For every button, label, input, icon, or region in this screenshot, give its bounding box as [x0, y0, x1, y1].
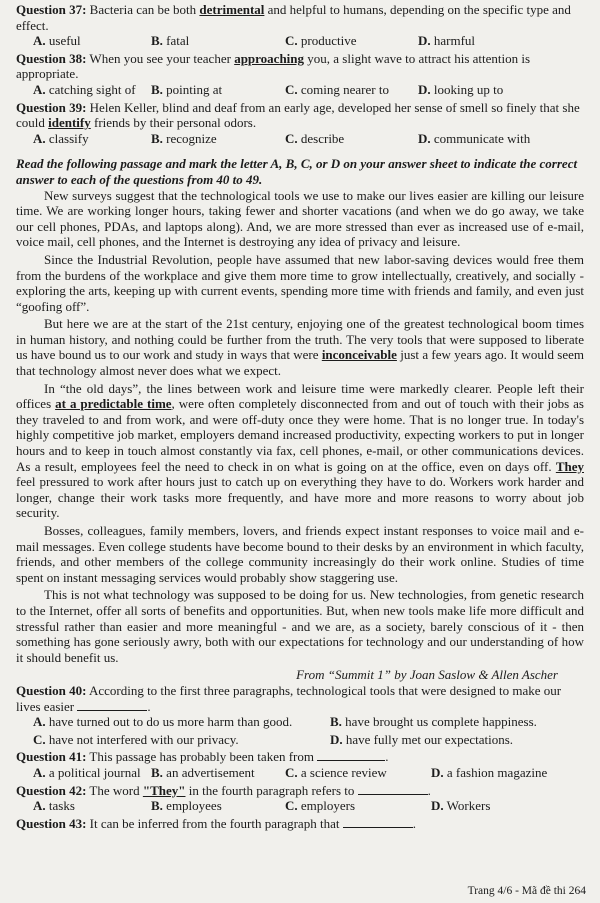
passage-paragraph-1: New surveys suggest that the technological tools we use to make our lives easier are killing our leisure time. We are working longer hours, taking fewer and shorter vacations (and when we do go away, we take our cell phones, PDAs, and laptops along). And, we are more stressed than ever as increased use of e-mail, voice mail, cell phones, and the Internet is destroying any idea of privacy and leisure.: [16, 187, 584, 250]
option-c[interactable]: C. describe: [285, 130, 345, 146]
option-a[interactable]: A. have turned out to do us more harm than good.: [33, 714, 293, 730]
question-text: Helen Keller, blind and deaf from an early age, developed her sense of smell so finely that she could: [16, 99, 580, 131]
passage-paragraph-5: Bosses, colleagues, family members, lovers, and friends expect instant responses to voice mail and e-mail messages. Even college students have become bound to their desks by an environment in which faculty, friends, and other members of the college community increasingly do their work online. Studies of time spent on instant messaging services would probably show staggering use.: [16, 523, 584, 585]
options-41: [16, 765, 584, 781]
option-b[interactable]: B. have brought us complete happiness.: [330, 714, 537, 730]
question-text: This passage has probably been taken from: [86, 749, 318, 765]
option-b[interactable]: B. employees: [151, 798, 222, 814]
option-a[interactable]: A. useful: [33, 33, 81, 49]
passage-source: From “Summit 1” by Joan Saslow & Allen Ascher: [296, 667, 558, 683]
answer-blank: [317, 749, 385, 761]
question-text: you, a slight wave to attract his attention is appropriate.: [16, 50, 531, 82]
option-d[interactable]: D. Workers: [431, 798, 491, 814]
question-41: Question 41: This passage has probably been taken from .: [16, 749, 389, 765]
question-37: [16, 2, 584, 33]
question-text: According to the first three paragraphs, technological tools that were designed to make our lives easier: [16, 682, 562, 714]
answer-blank: [77, 699, 147, 711]
passage-paragraph-4: In “the old days”, the lines between work and leisure time were markedly clearer. People left their offices at a predictable time, were often completely disconnected from and out of touch with their jobs as they traveled to and from work, and were off-duty once they were home. That is no longer true. In today's highly competitive job market, employers demand increased productivity, expecting workers to put in longer hours and to keep in touch almost constantly via fax, cell phones, e-mail, or other communications devices. As a result, employees feel the need to check in on what is going on at the office, even on days off. They feel pressured to work after hours just to catch up on everything they have to do. Workers work harder and longer, change their work tasks more frequently, and have more and more reasons to worry about job security.: [16, 380, 584, 521]
question-number: Question 38:: [16, 50, 87, 66]
passage-paragraph-6: This is not what technology was supposed to be doing for us. New technologies, from genetic research to the Internet, offer all sorts of benefits and opportunities. But, when new tools make life more difficult and stressful rather than easier and more meaningful - and we are, as a society, barely conscious of it - then something has gone seriously awry, both with our expectations for technology and our understanding of how it should benefit us.: [16, 587, 584, 665]
option-c[interactable]: C. a science review: [285, 764, 387, 780]
options-37: [16, 33, 584, 49]
underlined-word: detrimental: [199, 2, 265, 17]
options-40-row1: [16, 714, 584, 730]
question-number: Question 40:: [16, 682, 87, 698]
options-40-row2: [16, 732, 584, 748]
option-b[interactable]: B. recognize: [151, 130, 217, 146]
answer-blank: [358, 783, 428, 795]
underlined-word: They: [555, 458, 584, 474]
exam-page: [16, 2, 584, 831]
option-a[interactable]: A. classify: [33, 130, 89, 146]
underlined-word: "They": [142, 782, 186, 798]
question-39: [16, 100, 584, 131]
passage-paragraph-2: Since the Industrial Revolution, people have assumed that new labor-saving devices would free them from the burdens of the workplace and give them more time to grow intellectually, creatively, and socially - exploring the arts, keeping up with current events, spending more time with friends and family, and even just “goofing off”.: [16, 251, 584, 314]
underlined-word: identify: [48, 115, 91, 131]
question-text: Bacteria can be both: [86, 2, 200, 17]
question-text: It can be inferred from the fourth paragraph that: [86, 815, 343, 831]
option-a[interactable]: A. a political journal: [33, 764, 141, 780]
reading-passage: [16, 188, 584, 683]
question-text: and helpful to humans, depending on the specific type and effect.: [16, 2, 571, 33]
option-c[interactable]: C. productive: [285, 33, 357, 49]
page-footer: Trang 4/6 - Mã đề thi 264: [467, 885, 586, 898]
answer-blank: [343, 816, 413, 828]
passage-paragraph-3: But here we are at the start of the 21st century, enjoying one of the greatest technological boom times in human history, and nothing could be further from the truth. The very tools that were supposed to liberate us have bound us to our work and study in ways that were inconceivable just a few years ago. It would seem that technology almost never does what we expect.: [16, 316, 585, 379]
underlined-word: approaching: [234, 50, 305, 66]
question-number: Question 41:: [16, 749, 87, 765]
question-number: Question 43:: [16, 815, 87, 831]
question-number: Question 42:: [16, 782, 87, 798]
option-d[interactable]: D. a fashion magazine: [431, 764, 548, 780]
option-d[interactable]: D. harmful: [418, 33, 476, 49]
question-40: Question 40: According to the first three paragraphs, technological tools that were designed to make our lives easier .: [16, 682, 562, 714]
option-a[interactable]: A. catching sight of: [33, 81, 136, 97]
question-text: friends by their personal odors.: [90, 115, 257, 131]
question-text: When you see your teacher: [86, 50, 235, 66]
option-a[interactable]: A. tasks: [33, 798, 75, 814]
question-38: [16, 51, 584, 82]
options-38: [16, 82, 584, 98]
option-d[interactable]: D. looking up to: [418, 81, 504, 97]
question-number: Question 37:: [16, 2, 87, 17]
options-39: [16, 131, 584, 147]
underlined-word: inconceivable: [321, 347, 397, 363]
reading-instruction: Read the following passage and mark the letter A, B, C, or D on your answer sheet to indicate the correct answer to each of the questions from 40 to 49.: [16, 156, 578, 187]
question-43: Question 43: It can be inferred from the fourth paragraph that .: [16, 815, 416, 831]
option-c[interactable]: C. employers: [285, 798, 356, 814]
question-42: Question 42: The word "They" in the fourth paragraph refers to .: [16, 782, 431, 798]
option-c[interactable]: C. coming nearer to: [285, 81, 389, 97]
option-b[interactable]: B. fatal: [151, 33, 190, 49]
question-number: Question 39:: [16, 99, 87, 115]
option-c[interactable]: C. have not interfered with our privacy.: [33, 731, 239, 747]
options-42: [16, 798, 584, 814]
option-d[interactable]: D. communicate with: [418, 130, 531, 146]
option-b[interactable]: B. pointing at: [151, 81, 223, 97]
option-d[interactable]: D. have fully met our expectations.: [330, 731, 514, 747]
option-b[interactable]: B. an advertisement: [151, 764, 255, 780]
underlined-phrase: at a predictable time: [55, 396, 172, 412]
